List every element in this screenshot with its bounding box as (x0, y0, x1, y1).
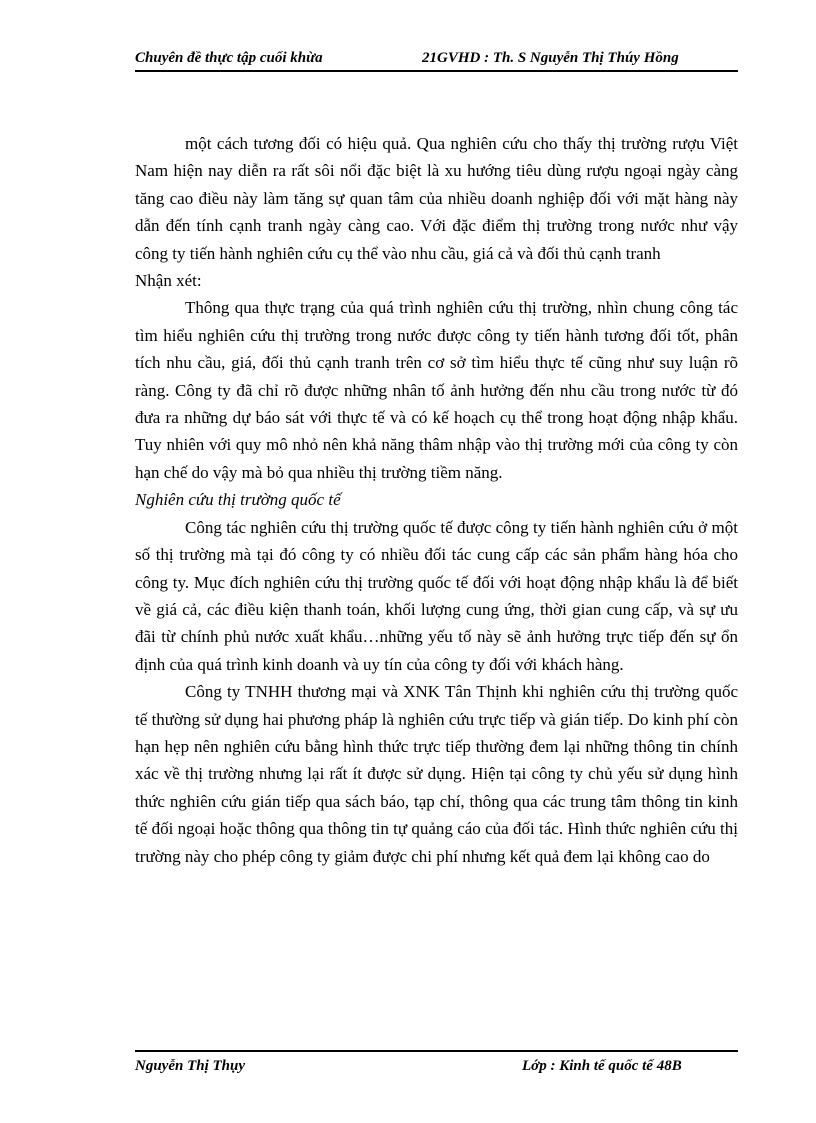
header-title: Chuyên đề thực tập cuối khừa (135, 50, 323, 66)
paragraph-assessment: Thông qua thực trạng của quá trình nghiên cứu thị trường, nhìn chung công tác tìm hiểu nghiên cứu thị trường trong nước được công ty tiến hành tương đối tốt, phân tích nhu cầu, giá, đối thủ cạnh tranh trên cơ sở tìm hiểu thực tế cũng như suy luận rõ ràng. Công ty đã chỉ rõ được những nhân tố ảnh hưởng đến nhu cầu trong nước từ đó đưa ra những dự báo sát với thực tế và có kế hoạch cụ thể trong hoạt động nhập khẩu. Tuy nhiên với quy mô nhỏ nên khả năng thâm nhập vào thị trường mới của công ty còn hạn chế do vậy mà bỏ qua nhiều thị trường tiềm năng. (135, 298, 738, 482)
footer-class: Lớp : Kinh tế quốc tế 48B (522, 1058, 682, 1074)
page-header (135, 48, 738, 72)
footer-author: Nguyễn Thị Thụy (135, 1058, 246, 1074)
label-nhan-xet: Nhận xét: (135, 271, 202, 291)
paragraph-international-research: Công tác nghiên cứu thị trường quốc tế được công ty tiến hành nghiên cứu ở một số thị trường mà tại đó công ty có nhiều đối tác cung cấp các sản phẩm hàng hóa cho công ty. Mục đích nghiên cứu thị trường quốc tế đối với hoạt động nhập khẩu là để biết về giá cả, các điều kiện thanh toán, khối lượng cung ứng, thời gian cung cấp, và sự ưu đãi từ chính phủ nước xuất khẩu…những yếu tố này sẽ ảnh hưởng trực tiếp đến sự ổn định của quá trình kinh doanh và uy tín của công ty đối với khách hàng. (135, 517, 738, 674)
paragraph-company-methods: Công ty TNHH thương mại và XNK Tân Thịnh khi nghiên cứu thị trường quốc tế thường sử dụng hai phương pháp là nghiên cứu trực tiếp và gián tiếp. Do kinh phí còn hạn hẹp nên nghiên cứu bằng hình thức trực tiếp thường đem lại những thông tin chính xác về thị trường nhưng lại rất ít được sử dụng. Hiện tại công ty chủ yếu sử dụng hình thức nghiên cứu gián tiếp qua sách báo, tạp chí, thông qua các trung tâm thông tin kinh tế đối ngoại hoặc thông qua thông tin tự quảng cáo của đối tác. Hình thức nghiên cứu thị trường này cho phép công ty giảm được chi phí nhưng kết quả đem lại không cao do (135, 682, 738, 866)
page-footer (135, 1050, 738, 1080)
section-heading-international: Nghiên cứu thị trường quốc tế (135, 490, 341, 510)
document-body (135, 130, 738, 870)
paragraph-market-domestic: một cách tương đối có hiệu quả. Qua nghiên cứu cho thấy thị trường rượu Việt Nam hiện nay diễn ra rất sôi nổi đặc biệt là xu hướng tiêu dùng rượu ngoại ngày càng tăng cao điều này làm tăng sự quan tâm của nhiều doanh nghiệp đối với mặt hàng này dẫn đến tính cạnh tranh ngày càng cao. Với đặc điểm thị trường trong nước như vậy công ty tiến hành nghiên cứu cụ thể vào nhu cầu, giá cả và đối thủ cạnh tranh (135, 134, 738, 263)
header-advisor: 21GVHD : Th. S Nguyễn Thị Thúy Hồng (422, 50, 679, 66)
